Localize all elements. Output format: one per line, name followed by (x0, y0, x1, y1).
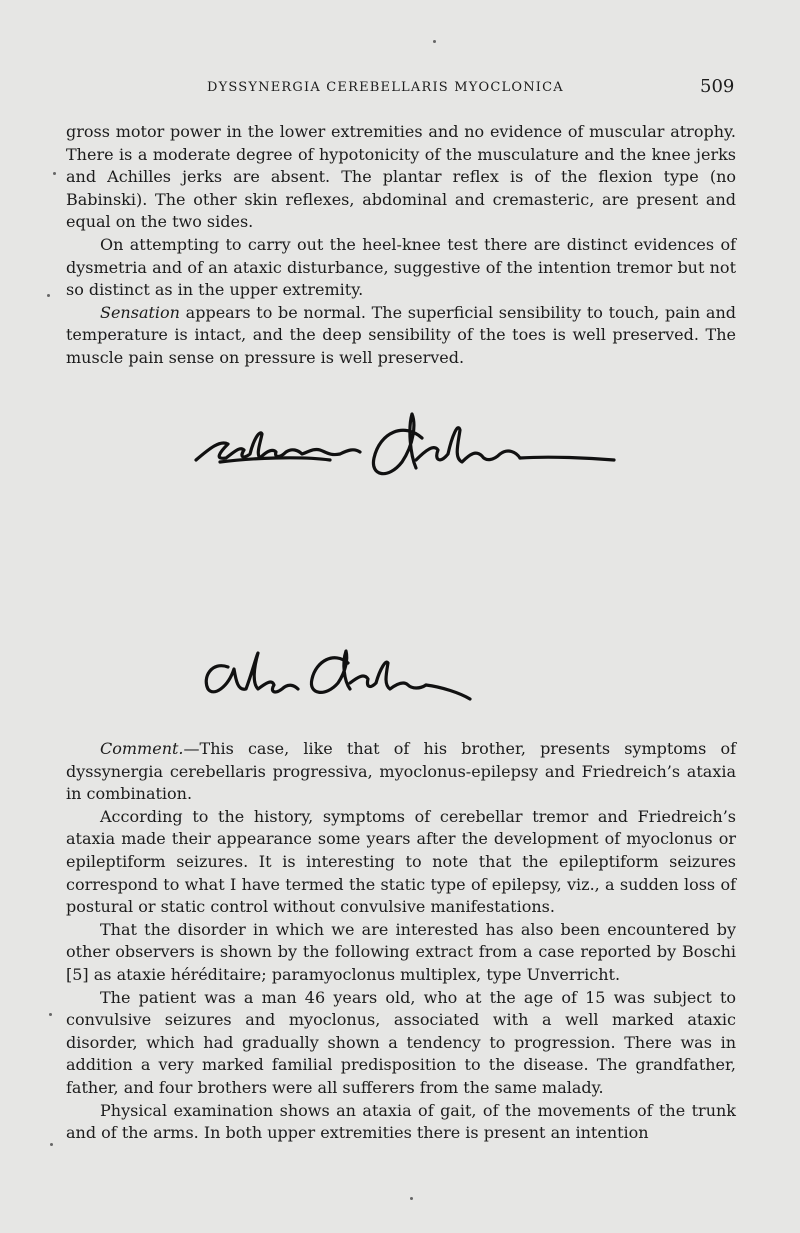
running-title: DYSSYNERGIA CEREBELLARIS MYOCLONICA (207, 80, 564, 95)
print-speck (49, 1013, 52, 1016)
paragraph-other-observers: That the disorder in which we are interested has also been encountered by other observers is shown by the following extract from a case reported by Boschi [5] as ataxie héréditaire; paramyoclonus multiplex, type Unverricht. (66, 919, 736, 984)
paragraph-physical-exam: Physical examination shows an ataxia of gait, of the movements of the trunk and of the arms. In both upper extremities there is present an intention (66, 1100, 736, 1143)
print-speck (410, 1197, 413, 1200)
comment-lead: Comment. (100, 739, 184, 758)
paragraph-sensation (66, 302, 736, 370)
paragraph-patient: The patient was a man 46 years old, who at the age of 15 was subject to convulsive seizures and myoclonus, associated with a well marked ataxic disorder, which had gradually shown a tendency to progression. There was in addition a very marked familial predisposition to the disease. The grandfather, father, and four brothers were all sufferers from the same malady. (66, 987, 736, 1097)
print-speck (50, 1143, 53, 1146)
sensation-lead: Sensation (100, 302, 180, 322)
paragraph-history: According to the history, symptoms of cerebellar tremor and Friedreich’s ataxia made their appearance some years after the development of myoclonus or epileptiform seizures. It is interesting to note that the epileptiform seizures correspond to what I have termed the static type of epilepsy, viz., a sudden loss of postural or static control without convulsive manifestations. (66, 806, 736, 917)
comment-text: —This case, like that of his brother, presents symptoms of dyssynergia cerebellaris progressiva, myoclonus-epilepsy and Friedreich’s ataxia in combination. (66, 739, 736, 804)
text-block-upper (66, 121, 736, 370)
print-speck (433, 40, 436, 43)
print-speck (47, 294, 50, 297)
paragraph-heel-knee-test: On attempting to carry out the heel-knee test there are distinct evidences of dysmetria and of an ataxic disturbance, suggestive of the intention tremor but not so distinct as in the upper extremity. (66, 234, 736, 300)
paragraph-comment (66, 738, 736, 806)
signature-second (198, 643, 476, 705)
signature-first (190, 408, 620, 486)
page-header (0, 76, 800, 100)
page-number: 509 (700, 76, 735, 97)
text-block-lower (66, 738, 736, 1145)
print-speck (53, 172, 56, 175)
paragraph-motor-power: gross motor power in the lower extremities and no evidence of muscular atrophy. There is a moderate degree of hypotonicity of the musculature and the knee jerks and Achilles jerks are absent. The plantar reflex is of the flexion type (no Babinski). The other skin reflexes, abdominal and cremasteric, are present and equal on the two sides. (66, 122, 736, 232)
sensation-text: appears to be normal. The superficial sensibility to touch, pain and temperature is intact, and the deep sensibility of the toes is well preserved. The muscle pain sense on pressure is well preserved. (66, 302, 736, 367)
